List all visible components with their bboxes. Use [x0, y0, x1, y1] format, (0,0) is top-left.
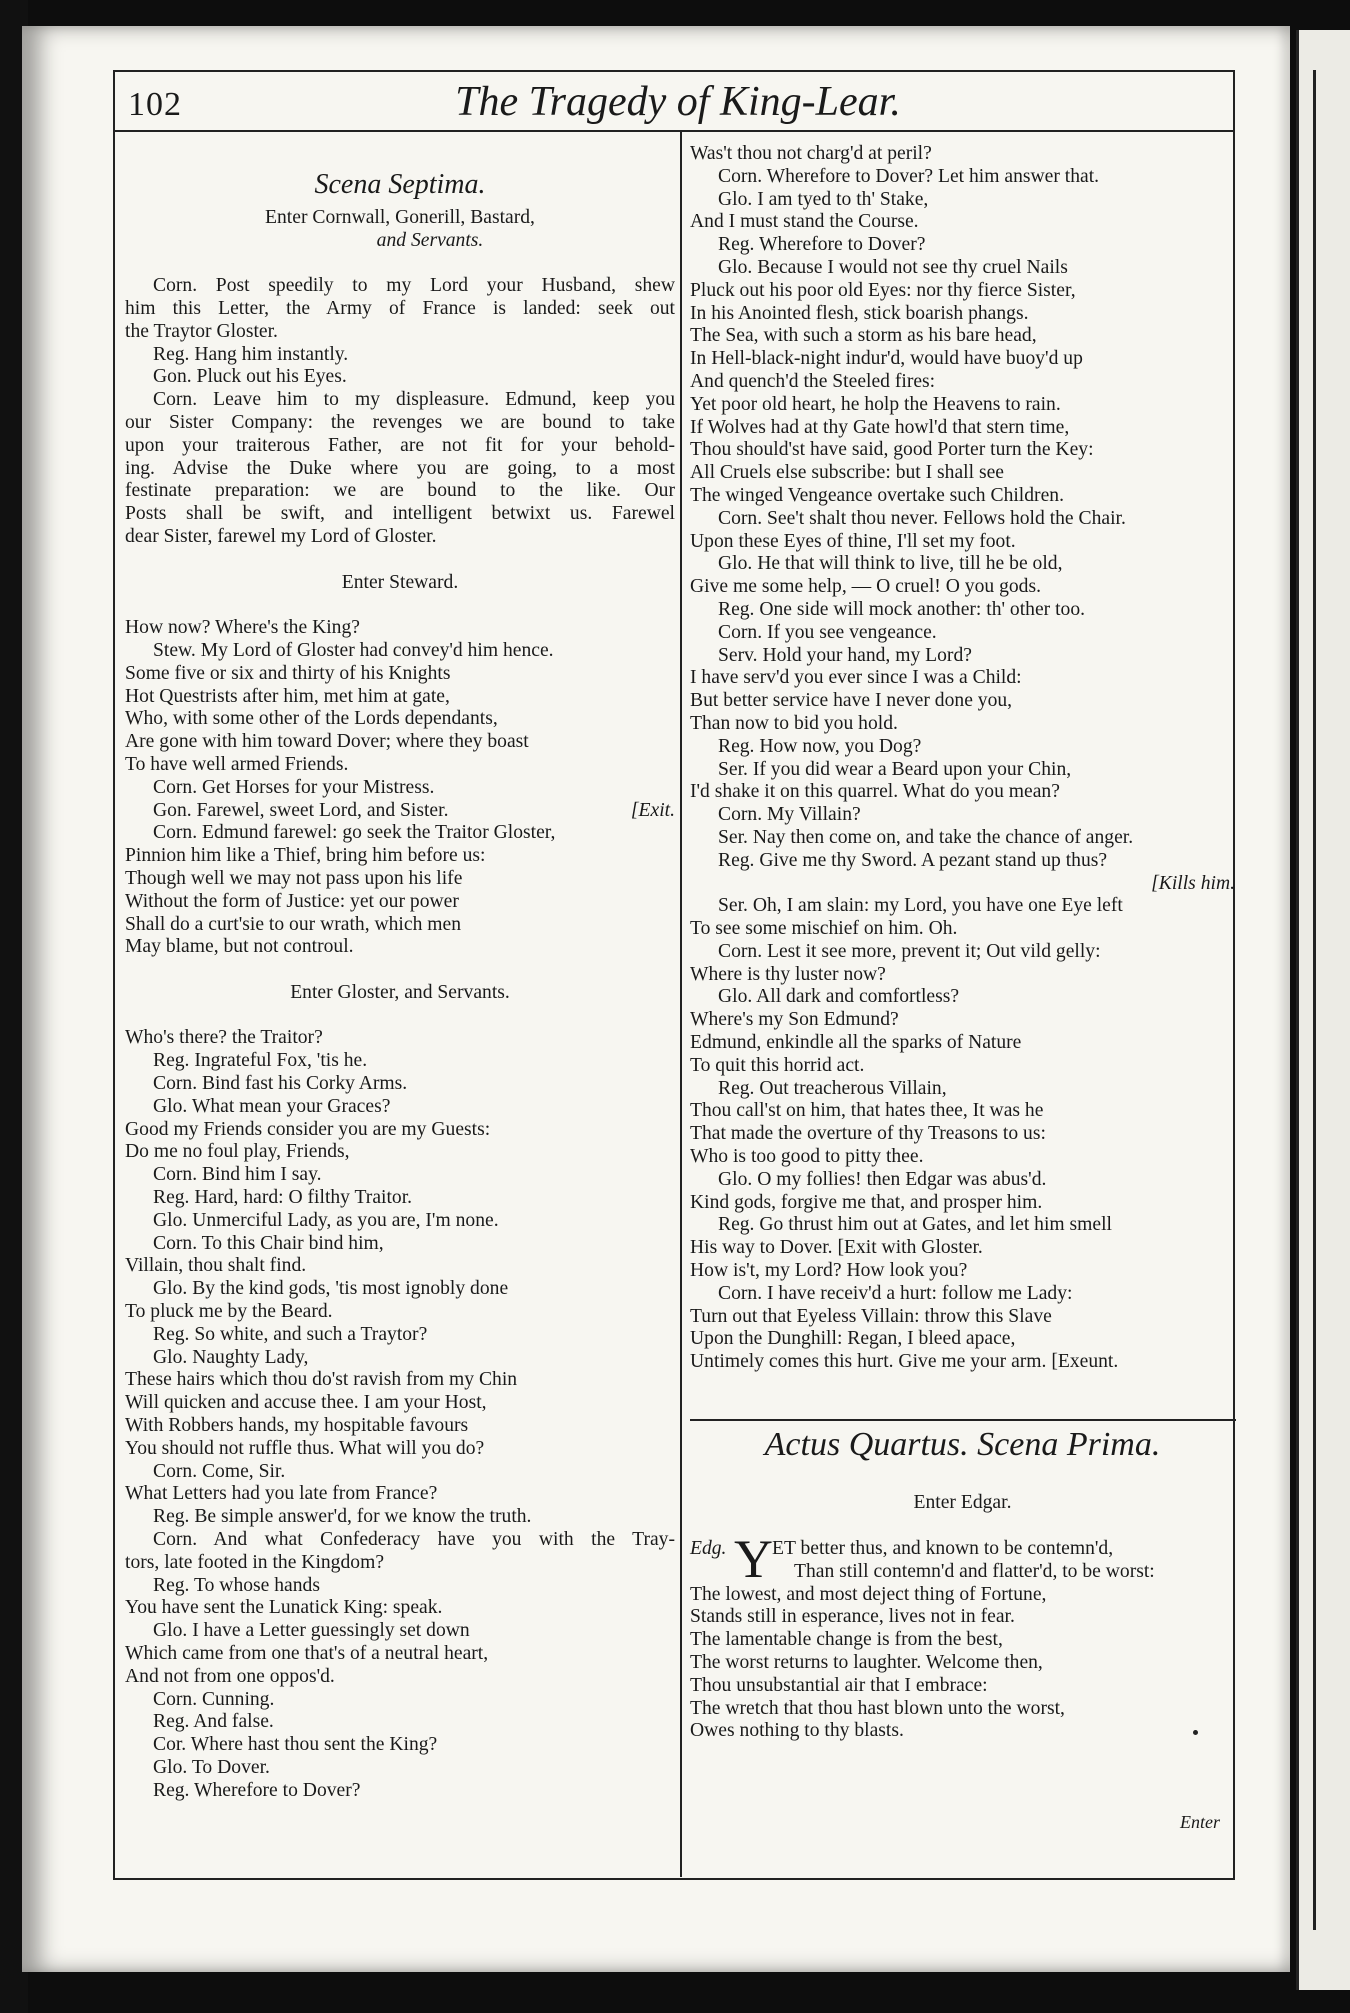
bottom-rule	[115, 1878, 1235, 1880]
text-line: Thou unsubstantial air that I embrace:	[690, 1674, 988, 1696]
header-rule	[115, 130, 1233, 132]
text-line: Shall do a curt'sie to our wrath, which men	[125, 913, 462, 935]
text-line: Corn. Edmund farewel: go seek the Traitor Gloster,	[153, 822, 556, 844]
text-line: Who, with some other of the Lords dependants,	[125, 708, 498, 730]
text-line: Corn. To this Chair bind him,	[153, 1232, 384, 1254]
text-line: Reg. Be simple answer'd, for we know the truth.	[153, 1506, 532, 1528]
text-line: You have sent the Lunatick King: speak.	[125, 1597, 443, 1619]
text-line: Stands still in esperance, lives not in fear.	[690, 1606, 1015, 1628]
text-line: ET better thus, and known to be contemn'd,	[772, 1538, 1114, 1560]
text-line: Corn. Lest it see more, prevent it; Out vild gelly:	[718, 940, 1101, 962]
text-line: Glo. By the kind gods, 'tis most ignobly done	[153, 1278, 509, 1300]
text-line: How now? Where's the King?	[125, 617, 360, 639]
text-line: Corn. Bind him I say.	[153, 1164, 322, 1186]
text-line: Corn. Wherefore to Dover? Let him answer that.	[718, 165, 1100, 187]
text-line: Reg. Hang him instantly.	[153, 343, 349, 365]
text-line: Glo. All dark and comfortless?	[718, 986, 960, 1008]
text-line: Good my Friends consider you are my Guests:	[125, 1118, 491, 1140]
text-line: May blame, but not controul.	[125, 936, 354, 958]
text-line: I have serv'd you ever since I was a Child:	[690, 667, 1022, 689]
text-line: Glo. Unmerciful Lady, as you are, I'm none.	[153, 1209, 499, 1231]
right-column	[690, 143, 1235, 1743]
text-line: Glo. To Dover.	[153, 1756, 270, 1778]
text-line: To see some mischief on him. Oh.	[690, 918, 958, 940]
text-line: Reg. How now, you Dog?	[718, 735, 922, 757]
catchword: Enter	[1180, 1812, 1220, 1832]
text-line: And I must stand the Course.	[690, 211, 919, 233]
stage-direction: Enter Gloster, and Servants.	[290, 981, 510, 1003]
running-title: The Tragedy of King-Lear.	[455, 79, 901, 125]
text-line: Corn. Get Horses for your Mistress.	[153, 776, 435, 798]
text-line: To have well armed Friends.	[125, 753, 349, 775]
text-line: Glo. He that will think to live, till he be old,	[718, 553, 1063, 575]
text-line: Gon. Pluck out his Eyes.	[153, 366, 347, 388]
text-line: The wretch that thou hast blown unto the worst,	[690, 1697, 1065, 1719]
stage-direction: Enter Cornwall, Gonerill, Bastard,	[265, 206, 535, 228]
text-line: Corn. Post speedily to my Lord your Husband, shew	[153, 275, 675, 297]
text-line: Posts shall be swift, and intelligent betwixt us. Farewel	[125, 503, 675, 525]
text-line: The worst returns to laughter. Welcome then,	[690, 1652, 1043, 1673]
text-line: Though well we may not pass upon his life	[125, 867, 463, 889]
text-line: dear Sister, farewel my Lord of Gloster.	[125, 525, 437, 547]
text-line: Pluck out his poor old Eyes: nor thy fierce Sister,	[690, 279, 1076, 301]
text-line: Reg. One side will mock another: th' other too.	[718, 598, 1086, 620]
text-line: To quit this horrid act.	[690, 1054, 865, 1076]
text-line: Glo. O my follies! then Edgar was abus'd.	[718, 1168, 1047, 1190]
text-line: Was't thou not charg'd at peril?	[690, 143, 932, 164]
stage-direction: Enter Steward.	[341, 571, 459, 593]
act-heading: Actus Quartus. Scena Prima.	[764, 1425, 1161, 1463]
text-line: Reg. Wherefore to Dover?	[153, 1779, 361, 1801]
text-line: In his Anointed flesh, stick boarish phangs.	[690, 302, 1029, 324]
text-line: Where's my Son Edmund?	[690, 1009, 899, 1031]
text-line: Gon. Farewel, sweet Lord, and Sister. [Exit.	[153, 799, 675, 821]
text-line: Hot Questrists after him, met him at gate,	[125, 685, 450, 707]
text-line: Corn. Cunning.	[153, 1688, 275, 1710]
text-line: Corn. And what Confederacy have you with the Tray-	[153, 1529, 675, 1551]
exit-direction: [Exit.	[630, 799, 675, 821]
text-line: Without the form of Justice: yet our power	[125, 890, 459, 912]
text-line: Than still contemn'd and flatter'd, to be worst:	[794, 1560, 1155, 1582]
text-line: Reg. To whose hands	[153, 1574, 320, 1596]
left-column	[125, 140, 675, 1803]
text-line: What Letters had you late from France?	[125, 1483, 438, 1505]
text-line: In Hell-black-night indur'd, would have buoy'd up	[690, 348, 1083, 370]
text-line: Reg. Go thrust him out at Gates, and let him smell	[718, 1214, 1112, 1236]
text-line: Reg. Wherefore to Dover?	[718, 234, 926, 256]
text-line: Reg. Out treacherous Villain,	[718, 1077, 947, 1099]
running-head	[128, 78, 1228, 128]
text-line: Corn. Come, Sir.	[153, 1460, 286, 1482]
text-line: If Wolves had at thy Gate howl'd that stern time,	[690, 416, 1070, 438]
edgar-speech	[690, 1529, 1235, 1743]
text-line: Where is thy luster now?	[690, 963, 886, 985]
text-line: With Robbers hands, my hospitable favours	[125, 1415, 469, 1437]
text-line: Reg. And false.	[153, 1711, 274, 1733]
text-line: our Sister Company: the revenges we are bound to take	[125, 411, 675, 433]
text-line: Edmund, enkindle all the sparks of Nature	[690, 1032, 1022, 1054]
text-line: Stew. My Lord of Gloster had convey'd him hence.	[153, 639, 554, 661]
left-frame-rule	[113, 70, 115, 1880]
page-number: 102	[128, 86, 182, 123]
text-line: Thou should'st have said, good Porter turn the Key:	[690, 439, 1094, 461]
text-line: Pinnion him like a Thief, bring him before us:	[125, 845, 486, 867]
act-divider-rule	[690, 1419, 1236, 1421]
text-line: Give me some help, — O cruel! O you gods.	[690, 576, 1041, 598]
text-line: Corn. Bind fast his Corky Arms.	[153, 1073, 408, 1095]
text-line: upon your traiterous Father, are not fit for your behold-	[125, 434, 675, 456]
text-line: festinate preparation: we are bound to the like. Our	[125, 480, 675, 502]
text-line: And not from one oppos'd.	[125, 1665, 335, 1687]
text-line: His way to Dover. [Exit with Gloster.	[690, 1237, 983, 1259]
ink-speck	[1193, 1730, 1198, 1735]
text-line: Serv. Hold your hand, my Lord?	[718, 644, 972, 666]
text-line: Upon these Eyes of thine, I'll set my foot.	[690, 530, 1016, 552]
text-line: Ser. Nay then come on, and take the chance of anger.	[718, 826, 1134, 848]
exit-direction: [Kills him.	[1151, 872, 1235, 894]
text-line: Than now to bid you hold.	[690, 712, 898, 734]
text-line: Corn. If you see vengeance.	[718, 621, 937, 643]
text-line: Glo. Naughty Lady,	[153, 1346, 309, 1368]
text-line: All Cruels else subscribe: but I shall see	[690, 462, 1004, 484]
text-line: Owes nothing to thy blasts.	[690, 1720, 904, 1742]
text-line: Yet poor old heart, he holp the Heavens to rain.	[690, 393, 1061, 415]
text-line: Villain, thou shalt find.	[125, 1255, 307, 1277]
text-line: him this Letter, the Army of France is landed: seek out	[125, 297, 675, 319]
text-line: Untimely comes this hurt. Give me your arm. [Exeunt.	[690, 1351, 1119, 1373]
text-line: Thou call'st on him, that hates thee, It was he	[690, 1100, 1044, 1122]
text-line: How is't, my Lord? How look you?	[690, 1260, 968, 1282]
text-line: Reg. So white, and such a Traytor?	[153, 1323, 428, 1345]
text-line: Do me no foul play, Friends,	[125, 1141, 350, 1163]
text-line: You should not ruffle thus. What will you do?	[125, 1437, 485, 1459]
text-line: I'd shake it on this quarrel. What do you mean?	[690, 781, 1060, 803]
text-line: Which came from one that's of a neutral heart,	[125, 1643, 489, 1664]
text-line: That made the overture of thy Treasons to us:	[690, 1123, 1046, 1145]
text-line: Turn out that Eyeless Villain: throw this Slave	[690, 1305, 1052, 1327]
text-line: Who is too good to pitty thee.	[690, 1146, 924, 1168]
text-line: Glo. I have a Letter guessingly set down	[153, 1620, 470, 1642]
text-line: Glo. What mean your Graces?	[153, 1095, 391, 1117]
text-line: Corn. My Villain?	[718, 804, 861, 826]
text-line: Glo. Because I would not see thy cruel Nails	[718, 256, 1068, 278]
drop-cap: Y	[734, 1529, 773, 1590]
text-line: The lowest, and most deject thing of Fortune,	[690, 1583, 1047, 1605]
text-line: ing. Advise the Duke where you are going, to a most	[125, 457, 675, 479]
top-rule	[115, 70, 1233, 72]
scene-heading: Scena Septima.	[314, 168, 486, 200]
text-line: To pluck me by the Beard.	[125, 1301, 333, 1323]
text-line: Upon the Dunghill: Regan, I bleed apace,	[690, 1328, 1016, 1350]
text-line: The lamentable change is from the best,	[690, 1629, 1003, 1651]
text-line: Cor. Where hast thou sent the King?	[153, 1734, 438, 1756]
text-line: tors, late footed in the Kingdom?	[125, 1551, 385, 1573]
text-line: These hairs which thou do'st ravish from my Chin	[125, 1369, 518, 1391]
speaker-label: Edg.	[690, 1538, 727, 1560]
text-line: Ser. Oh, I am slain: my Lord, you have one Eye left	[718, 895, 1123, 917]
stage-direction: Enter Edgar.	[913, 1492, 1012, 1514]
text-line: But better service have I never done you,	[690, 690, 1013, 712]
text-line: Kind gods, forgive me that, and prosper him.	[690, 1191, 1043, 1213]
text-line: Ser. If you did wear a Beard upon your Chin,	[718, 758, 1072, 780]
text-line: Glo. I am tyed to th' Stake,	[718, 188, 929, 210]
text-line: Corn. I have receiv'd a hurt: follow me Lady:	[718, 1282, 1073, 1304]
text-line: The winged Vengeance overtake such Children.	[690, 484, 1064, 506]
text-line: Will quicken and accuse thee. I am your Host,	[125, 1392, 487, 1414]
text-line: Reg. Give me thy Sword. A pezant stand up thus?	[718, 849, 1108, 871]
text-line: Reg. Hard, hard: O filthy Traitor.	[153, 1187, 413, 1209]
text-line: The Sea, with such a storm as his bare head,	[690, 325, 1037, 347]
text-line: Corn. See't shalt thou never. Fellows hold the Chair.	[718, 507, 1126, 529]
text-line: the Traytor Gloster.	[125, 320, 278, 342]
column-divider	[680, 132, 682, 1877]
text-line: Some five or six and thirty of his Knights	[125, 662, 451, 684]
text-line: Who's there? the Traitor?	[125, 1027, 323, 1049]
text-line: Corn. Leave him to my displeasure. Edmund, keep you	[153, 389, 675, 411]
stage-direction: and Servants.	[376, 229, 484, 251]
adjacent-page-edge	[1296, 30, 1350, 1990]
text-line: Are gone with him toward Dover; where they boast	[125, 731, 529, 753]
text-line: And quench'd the Steeled fires:	[690, 370, 936, 392]
text-line: Reg. Ingrateful Fox, 'tis he.	[153, 1050, 368, 1072]
